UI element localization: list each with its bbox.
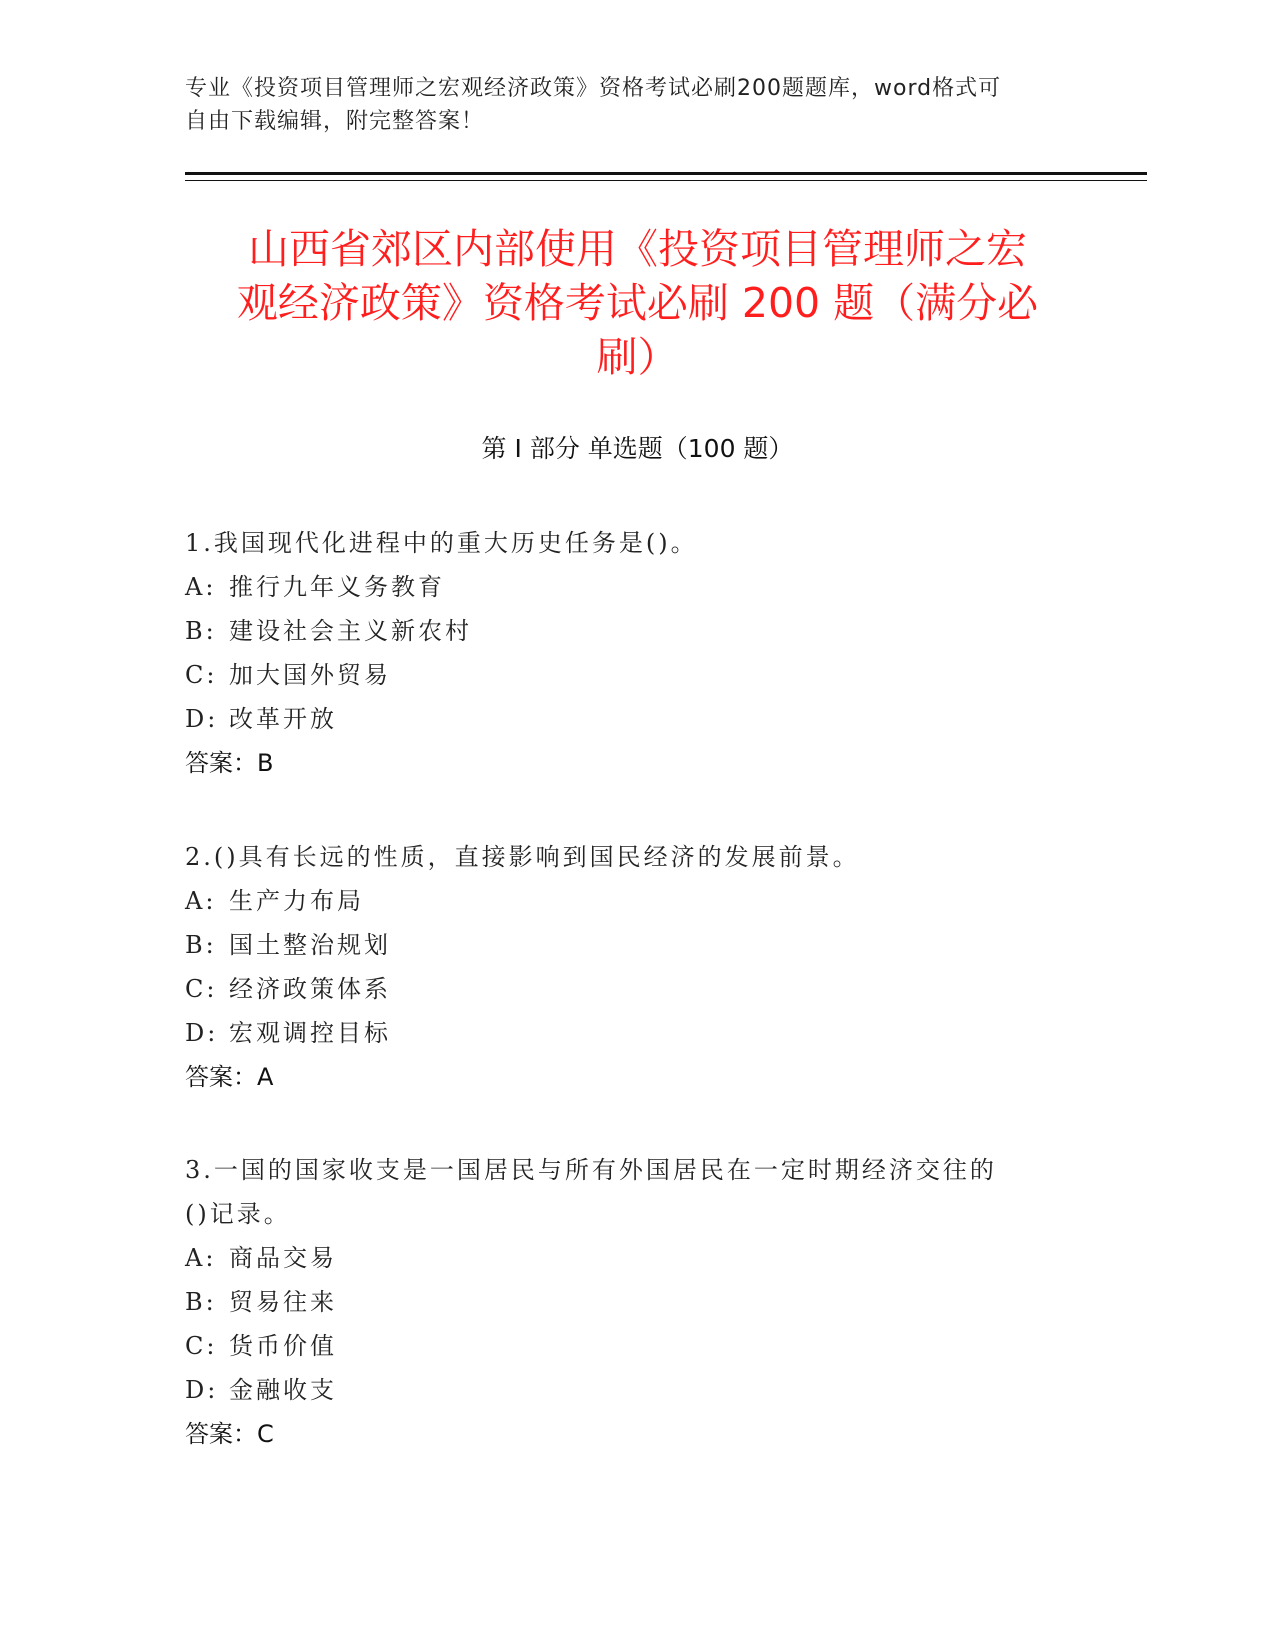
option-a (185, 1236, 1065, 1280)
document-title-line-3: 刷） (596, 333, 679, 381)
question-stem: 2.()具有长远的性质，直接影响到国民经济的发展前景。 (185, 843, 860, 871)
option-letter: D: (185, 705, 219, 733)
header-note (185, 72, 1085, 138)
answer-line (185, 741, 1065, 785)
option-letter: D: (185, 1019, 219, 1047)
option-c (185, 967, 1065, 1011)
question-stem: 1.我国现代化进程中的重大历史任务是()。 (185, 529, 698, 557)
answer-label: 答案： (185, 749, 257, 777)
option-letter: B: (185, 931, 217, 959)
option-letter: D: (185, 1376, 219, 1404)
header-divider-thick (185, 172, 1147, 175)
option-text: 宏观调控目标 (229, 1019, 391, 1047)
option-a (185, 565, 1065, 609)
option-letter: A: (185, 887, 217, 915)
answer-value: C (257, 1420, 274, 1448)
option-b (185, 1280, 1065, 1324)
option-b (185, 923, 1065, 967)
option-letter: C: (185, 661, 218, 689)
option-c (185, 1324, 1065, 1368)
option-a (185, 879, 1065, 923)
option-text: 货币价值 (229, 1332, 337, 1360)
option-d (185, 1368, 1065, 1412)
option-letter: C: (185, 1332, 218, 1360)
question-2 (185, 835, 1065, 1099)
option-text: 推行九年义务教育 (229, 573, 445, 601)
document-title-line-1: 山西省郊区内部使用《投资项目管理师之宏 (248, 225, 1027, 273)
answer-label: 答案： (185, 1063, 257, 1091)
option-text: 加大国外贸易 (229, 661, 391, 689)
document-title-line-2: 观经济政策》资格考试必刷 200 题（满分必 (236, 279, 1039, 327)
option-letter: B: (185, 617, 217, 645)
option-text: 建设社会主义新农村 (229, 617, 472, 645)
answer-label: 答案： (185, 1420, 257, 1448)
option-b (185, 609, 1065, 653)
answer-value: B (257, 749, 274, 777)
option-text: 生产力布局 (229, 887, 364, 915)
header-divider-thin (185, 180, 1147, 181)
option-text: 商品交易 (229, 1244, 337, 1272)
question-stem: 3.一国的国家收支是一国居民与所有外国居民在一定时期经济交往的 (185, 1156, 997, 1184)
option-d (185, 1011, 1065, 1055)
answer-line (185, 1055, 1065, 1099)
option-letter: B: (185, 1288, 217, 1316)
document-title (185, 222, 1090, 384)
option-text: 贸易往来 (229, 1288, 337, 1316)
question-1 (185, 521, 1065, 785)
option-c (185, 653, 1065, 697)
header-note-line-2: 自由下载编辑，附完整答案！ (185, 109, 485, 134)
option-text: 国土整治规划 (229, 931, 391, 959)
option-letter: C: (185, 975, 218, 1003)
question-3 (185, 1148, 1065, 1456)
header-note-line-1: 专业《投资项目管理师之宏观经济政策》资格考试必刷200题题库，word格式可 (185, 76, 1002, 101)
option-letter: A: (185, 1244, 217, 1272)
answer-line (185, 1412, 1065, 1456)
section-heading: 第 I 部分 单选题（100 题） (481, 434, 794, 463)
option-text: 金融收支 (229, 1376, 337, 1404)
option-text: 改革开放 (229, 705, 337, 733)
question-stem-continued: ()记录。 (185, 1200, 291, 1228)
answer-value: A (257, 1063, 274, 1091)
option-d (185, 697, 1065, 741)
option-text: 经济政策体系 (229, 975, 391, 1003)
option-letter: A: (185, 573, 217, 601)
